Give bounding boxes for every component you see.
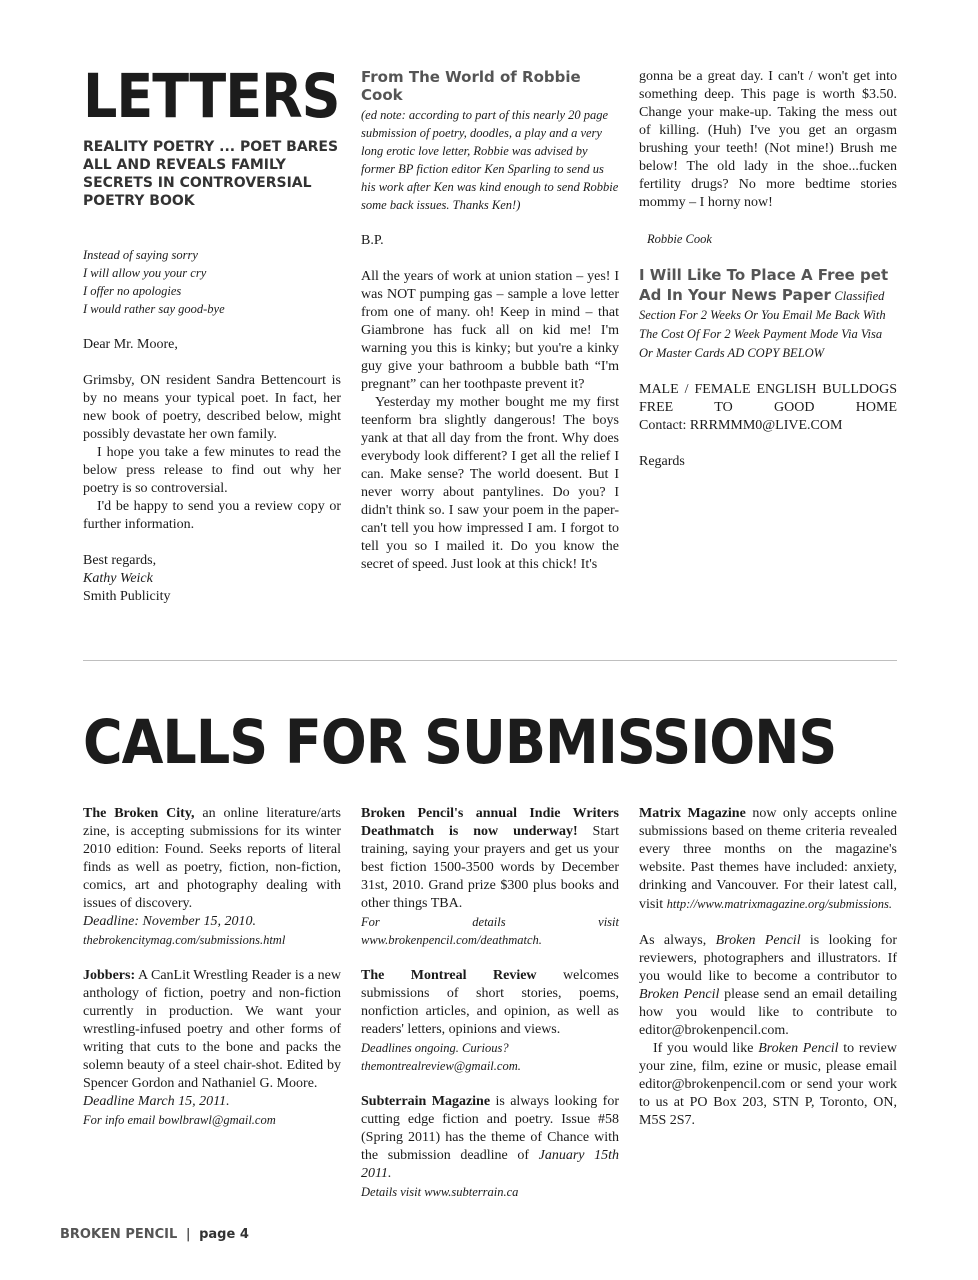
letter-paragraph: gonna be a great day. I can't / won't get into something deep. This page is worth $3.50. Change your make-up. Taking the mess out of killing. (Huh) I've you get an orgasm brushing your teeth! (Not mine!) Brush me below! The old lady in the shoe...fucken fertility drugs? No more bedtime stories mommy – I horny now! [639,69,897,210]
poem-excerpt [83,246,341,318]
robbie-cook-heading: From The World of Robbie Cook [361,68,581,104]
ad-regards: Regards [639,454,685,469]
calls-column-1 [83,805,341,1129]
entry-name: The Broken City, [83,806,195,821]
entry-name: Subterrain Magazine [361,1094,491,1109]
entry-info: For info email bowlbrawl@gmail.com [83,1113,276,1127]
letters-column-3 [639,68,897,471]
letter-paragraph: All the years of work at union station – yes! I was NOT pumping gas – sample a love letter from one of many. oh! Keep in mind – that Giambrone has fuck all on kid me! I'm warning you this is kinky; but you're a kinky guy give your bathroom a bubble bath “I'm pregnant” can her toothpaste prevent it? [361,269,619,392]
entry-name: Jobbers: [83,968,136,983]
page-footer [60,1226,249,1244]
magazine-name: Broken Pencil [758,1041,839,1056]
text-span: As always, [639,933,716,948]
section-divider [83,660,897,661]
text-span: please send an email detailing how you would like to contribute to editor@brokenpencil.com. [639,987,897,1038]
ad-text: Classified Section For 2 Weeks Or You Email Me Back With The Cost Of For 2 Week Payment Mode Via Visa Or Master Cards AD COPY BELOW [639,289,886,360]
entry-text: is always looking for cutting edge fiction and poetry. Issue #58 (Spring 2011) has the theme of Chance with the submission deadline of [361,1094,619,1163]
letter-paragraph: Grimsby, ON resident Sandra Bettencourt is by no means your typical poet. In fact, her new book of poetry, described below, might possibly devastate her own family. [83,373,341,442]
letter-paragraph: Yesterday my mother bought me my first teenform bra slightly dangerous! The boys yank at that all day from the front. Why does everybody look different? I get all the relief I can. Make sense? The world doesent. But I never worry about pantylines. Do you? I didn't think so. I saw your poem in the paper- can't tell you how impressed I am. I forgot to tell you so I mailed it. Do you know the secret of speed. Just look at this chick! It's [361,395,619,572]
magazine-name: Broken Pencil [715,933,801,948]
submission-entry [361,1093,619,1183]
contributor-paragraph [639,932,897,1040]
entry-deadline: Deadline: November 15, 2010. [83,914,257,929]
entry-text: A CanLit Wrestling Reader is a new anthology of fiction, poetry and non-fiction currently in production. We want your wrestling-infused poetry and other forms of writing that cuts to the bone and packs the solemn beauty of a steel chair-shot. Edited by Spencer Gordon and Nathaniel G. Moore. [83,968,341,1091]
submission-entry [361,805,619,913]
footer-page-number: page 4 [199,1227,249,1242]
entry-name: Broken Pencil's annual Indie Writers Deathmatch is now underway! [361,806,619,839]
poem-line: I will allow you your cry [83,266,207,280]
submission-entry [83,967,341,1093]
calls-column-2 [361,805,619,1201]
editor-note: (ed note: according to part of this nearly 20 page submission of poetry, doodles, a play and a very long erotic love letter, Robbie was advised by former BP fiction editor Ken Sparling to send us his work after Ken was kind enough to send Robbie some back issues. Thanks Ken!) [361,108,619,212]
footer-separator: | [185,1227,191,1242]
submission-entry [361,967,619,1039]
text-span: is looking for reviewers, photographers and illustrators. If you would like to become a contributor to [639,933,898,984]
entry-deadline: Deadlines ongoing. Curious? [361,1041,509,1055]
entry-name: Matrix Magazine [639,806,746,821]
entry-text: Start training, saying your prayers and get us your best fiction 1500-3500 words by December 31st, 2010. Grand prize $300 plus books and other things TBA. [361,824,619,911]
letter-paragraph: I hope you take a few minutes to read the below press release to find out why her poetry is so controversial. [83,445,341,496]
text-span: to review your zine, film, ezine or music, please email editor@brokenpencil.com or send your work to us at PO Box 203, STN P, Toronto, ON, M5S 2S7. [639,1041,897,1128]
entry-deadline: Deadline March 15, 2011. [83,1094,230,1109]
letter-closing: Best regards, [83,553,157,568]
calls-title: CALLS FOR SUBMISSIONS [83,706,837,778]
letters-column-1 [83,138,341,606]
letters-title: LETTERS [83,60,340,132]
letter-headline: REALITY POETRY ... POET BARES ALL AND REVEALS FAMILY SECRETS IN CONTROVERSIAL POETRY BOOK [83,139,339,209]
letter-signature: Robbie Cook [647,232,712,246]
entry-details[interactable]: Details visit www.subterrain.ca [361,1185,519,1199]
bp-initials: B.P. [361,233,384,248]
letter-salutation: Dear Mr. Moore, [83,337,178,352]
entry-text: now only accepts online submissions based on theme criteria revealed every three months on the magazine's website. Past themes have included: anxiety, drinking and Vancouver. For their latest call, visit [639,806,898,912]
entry-name: The Montreal Review [361,968,537,983]
poem-line: I would rather say good-bye [83,302,225,316]
calls-column-3 [639,805,897,1130]
entry-text: welcomes submissions of short stories, poems, nonfiction articles, and opinion, as well as readers' letters, opinions and views. [361,968,619,1037]
review-paragraph [639,1040,897,1130]
entry-deadline: January 15th 2011. [361,1148,620,1181]
ad-contact: Contact: RRRMMM0@LIVE.COM [639,418,843,433]
text-span: If you would like [653,1041,759,1056]
letter-paragraph: I'd be happy to send you a review copy or further information. [83,499,341,532]
letter-org: Smith Publicity [83,589,171,604]
ad-heading: I Will Like To Place A Free pet Ad In Your News Paper [639,266,889,304]
entry-text: an online literature/arts zine, is accepting submissions for its winter 2010 edition: Found. Seeks reports of literal finds as well as poetry, fiction, non-fiction, comics, art and photography dealing with issues of discovery. [83,806,342,911]
letters-column-2 [361,68,619,574]
classified-ad [639,266,897,363]
letter-signer: Kathy Weick [83,571,153,586]
entry-email[interactable]: themontrealreview@gmail.com. [361,1059,521,1073]
entry-url[interactable]: thebrokencitymag.com/submissions.html [83,933,286,947]
poem-line: Instead of saying sorry [83,248,198,262]
submission-entry [639,805,897,914]
entry-details[interactable]: For details visit www.brokenpencil.com/deathmatch. [361,915,619,947]
poem-line: I offer no apologies [83,284,182,298]
ad-line: MALE / FEMALE ENGLISH BULLDOGS FREE TO GOOD HOME [639,382,897,415]
submission-entry [83,805,341,913]
footer-magazine: BROKEN PENCIL [60,1227,178,1242]
entry-url[interactable]: http://www.matrixmagazine.org/submissions. [666,897,892,911]
magazine-name: Broken Pencil [639,987,720,1002]
